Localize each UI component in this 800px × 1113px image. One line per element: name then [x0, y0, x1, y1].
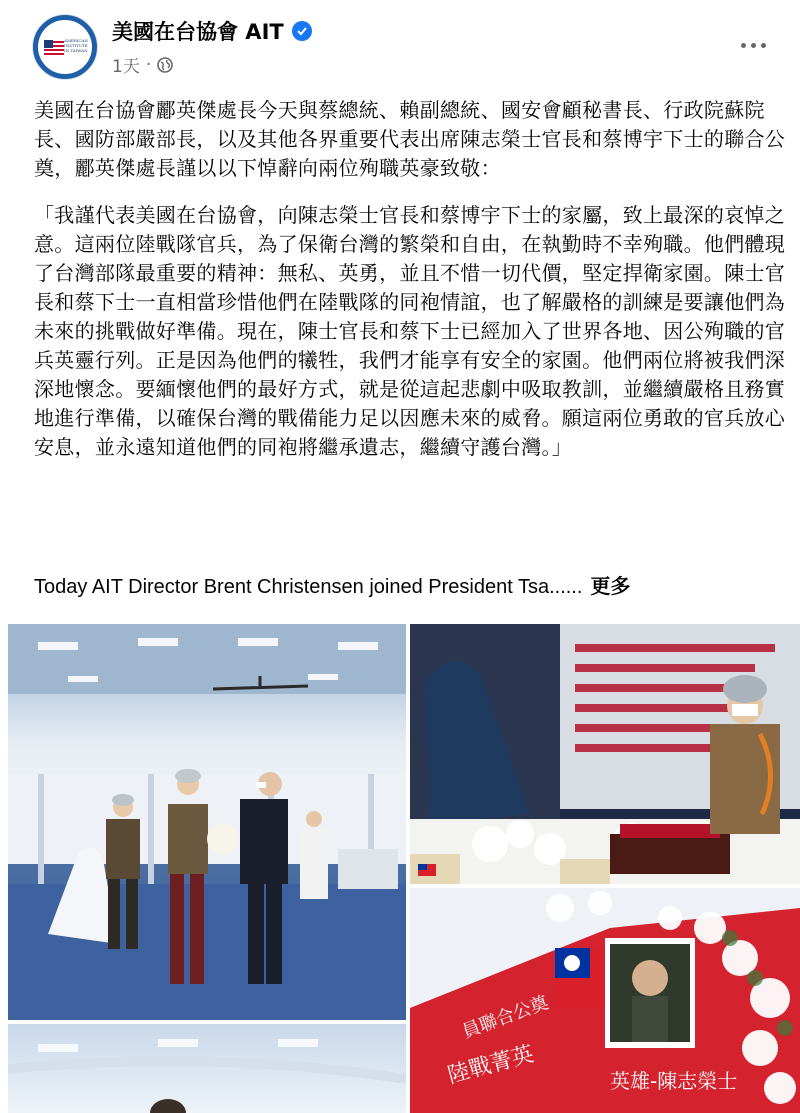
post-paragraph: 美國在台協會酈英傑處長今天與蔡總統、賴副總統、國安會顧秘書長、行政院蘇院長、國防部嚴部長，以及其他各界重要代表出席陳志榮士官長和蔡博宇下士的聯合公奠，酈英傑處長謹以以下悼辭向兩位殉職英豪致敬： — [34, 98, 786, 180]
photo-grid — [8, 624, 800, 1113]
banner-text-1: 員聯合公奠 — [459, 992, 552, 1043]
photo-honor-guard-box[interactable] — [410, 624, 800, 884]
banner-text-3: 英雄-陳志榮士 — [610, 1069, 738, 1093]
post-time[interactable]: 1天 — [112, 57, 140, 77]
page-avatar[interactable] — [32, 14, 98, 80]
photo-ceremony-wreath[interactable] — [8, 624, 406, 1020]
verified-badge-icon — [292, 21, 312, 41]
avatar-logo-text: AMERICAN INSTITUTE IN TAIWAN — [64, 38, 88, 53]
see-more-link[interactable]: 更多 — [590, 576, 631, 598]
more-options-icon[interactable] — [736, 30, 770, 60]
photo-hall-partial[interactable] — [8, 1024, 406, 1113]
english-preview: Today AIT Director Brent Christensen joined President Tsa...... 更多 — [34, 576, 631, 598]
meta-separator: · — [145, 54, 152, 75]
post-meta — [112, 52, 173, 77]
page-name[interactable]: 美國在台協會 AIT — [112, 16, 312, 46]
banner-text-2: 陸戰菁英 — [445, 1041, 537, 1089]
photo-memorial-portrait[interactable] — [410, 888, 800, 1113]
post-quote: 「我謹代表美國在台協會，向陳志榮士官長和蔡博宇下士的家屬，致上最深的哀悼之意。這兩位陸戰隊官兵，為了保衛台灣的繁榮和自由，在執勤時不幸殉職。他們體現了台灣部隊最重要的精神：無私、英勇，並且不惜一切代價，堅定捍衛家園。陳士官長和蔡下士一直相當珍惜他們在陸戰隊的同袍情誼，也了解嚴格的訓練是要讓他們為未來的挑戰做好準備。現在，陳士官長和蔡下士已經加入了世界各地、因公殉職的官兵英靈行列。正是因為他們的犧牲，我們才能享有安全的家園。他們兩位將被我們深深地懷念。要緬懷他們的最好方式，就是從這起悲劇中吸取教訓，並繼續嚴格且務實地進行準備，以確保台灣的戰備能力足以因應未來的威脅。願這兩位勇敢的官兵放心安息，並永遠知道他們的同袍將繼承遺志，繼續守護台灣。」 — [34, 203, 786, 459]
post-body — [34, 96, 786, 474]
globe-icon — [157, 57, 173, 73]
flag-logo-icon — [44, 40, 64, 56]
post-header — [0, 0, 800, 96]
